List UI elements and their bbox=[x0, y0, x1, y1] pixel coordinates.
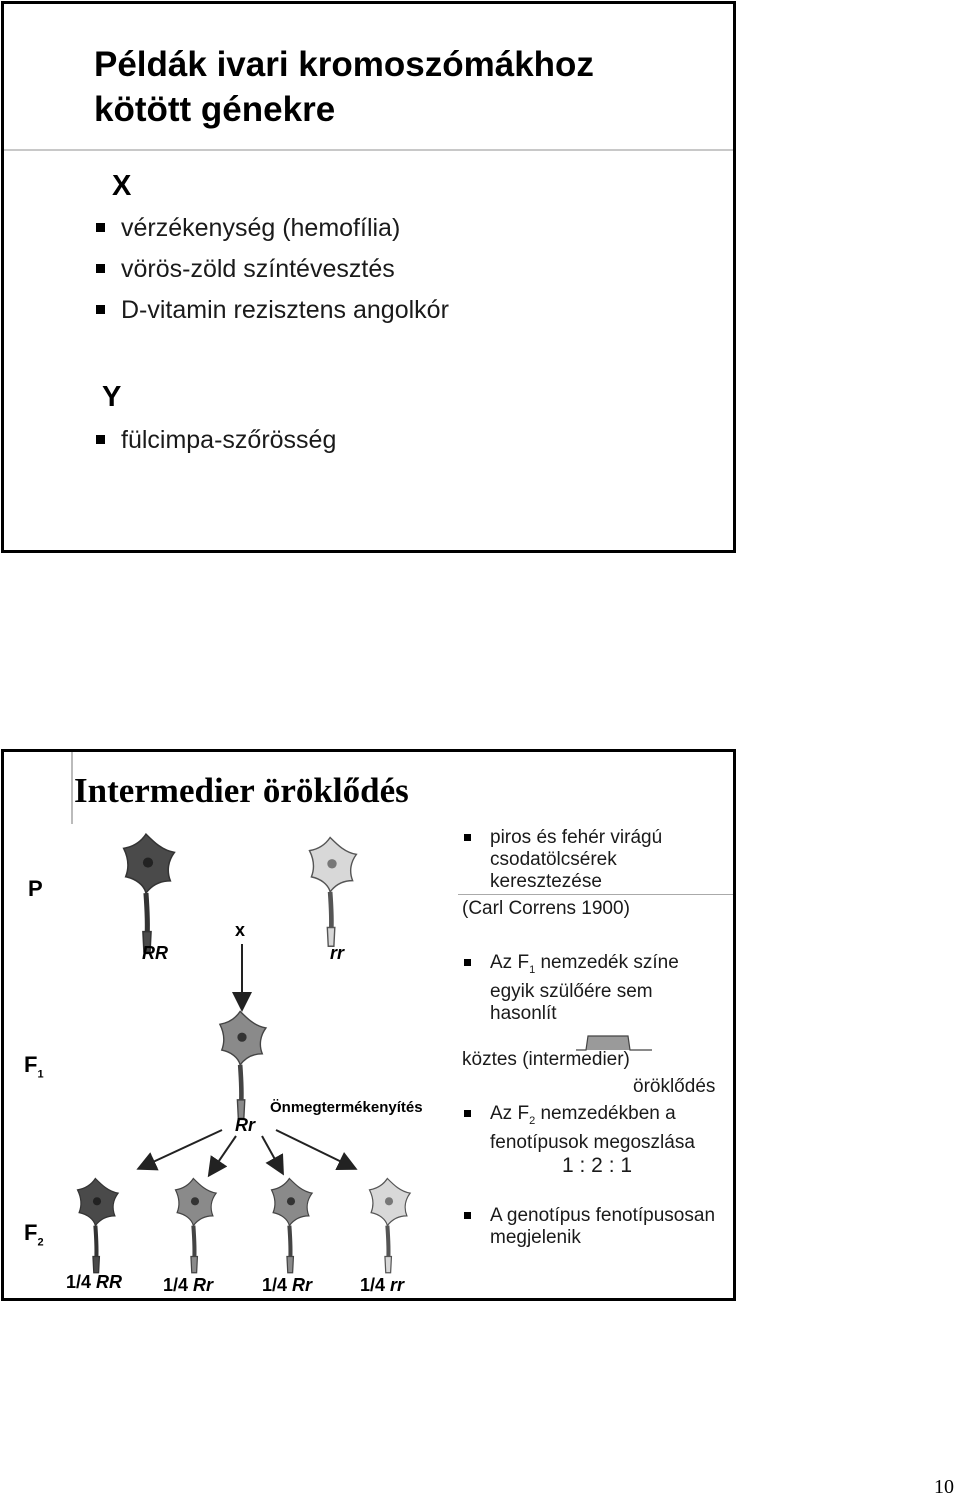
title-line-2: kötött génekre bbox=[94, 90, 336, 129]
f2-label: 1/4 RR bbox=[66, 1272, 123, 1292]
note-correns: (Carl Correns 1900) bbox=[462, 898, 630, 919]
y-heading: Y bbox=[102, 381, 122, 413]
flower-red-icon bbox=[62, 1172, 132, 1276]
flower-pink-icon bbox=[160, 1172, 230, 1276]
page-number: 10 bbox=[934, 1476, 954, 1498]
generation-p: P bbox=[28, 876, 43, 901]
f2-label: 1/4 Rr bbox=[163, 1275, 214, 1295]
bullet-crossing: piros és fehér virágú csodatölcsérek keresztezése bbox=[490, 827, 663, 892]
flower-white-icon bbox=[354, 1172, 424, 1276]
generation-f1: $F_1$ bbox=[24, 1052, 44, 1081]
f2-label: 1/4 Rr bbox=[262, 1275, 313, 1295]
bullet-icon bbox=[464, 1212, 471, 1219]
cross-sign: x bbox=[235, 920, 246, 940]
bullet-icon bbox=[464, 959, 471, 966]
bullet-icon bbox=[464, 1110, 471, 1117]
flower-pink-icon bbox=[256, 1172, 326, 1276]
bullet-icon bbox=[464, 834, 471, 841]
bullet-genotype: A genotípus fenotípusosan megjelenik bbox=[490, 1205, 716, 1248]
y-item: fülcimpa-szőrösség bbox=[96, 426, 336, 455]
note-divider bbox=[458, 894, 733, 895]
genotype-f1: Rr bbox=[235, 1115, 256, 1135]
note-inheritance: öröklődés bbox=[633, 1076, 716, 1097]
genotype-recessive: rr bbox=[330, 943, 345, 963]
f2-label: 1/4 rr bbox=[360, 1275, 405, 1295]
title-line-1: Példák ivari kromoszómákhoz bbox=[94, 45, 594, 84]
flower-pink-icon bbox=[207, 1004, 277, 1122]
generation-f2: $F_2$ bbox=[24, 1220, 44, 1249]
x-item: D-vitamin rezisztens angolkór bbox=[96, 296, 449, 325]
slide-2-title: Intermedier öröklődés bbox=[74, 771, 409, 810]
ratio: 1 : 2 : 1 bbox=[562, 1154, 633, 1177]
x-heading: X bbox=[112, 170, 132, 202]
x-item: vérzékenység (hemofília) bbox=[96, 214, 400, 243]
note-intermediate: köztes (intermedier) bbox=[462, 1049, 630, 1070]
selfing-label: Önmegtermékenyítés bbox=[270, 1099, 423, 1116]
x-item: vörös-zöld színtévesztés bbox=[96, 255, 395, 284]
bullet-f1-color: Az $F_1$ nemzedék színe egyik szülőére sem hasonlít bbox=[490, 952, 679, 1024]
genotype-dominant: RR bbox=[142, 943, 168, 963]
bullet-f2-distribution: Az $F_2$ nemzedékben a fenotípusok megoszlása bbox=[490, 1103, 695, 1153]
